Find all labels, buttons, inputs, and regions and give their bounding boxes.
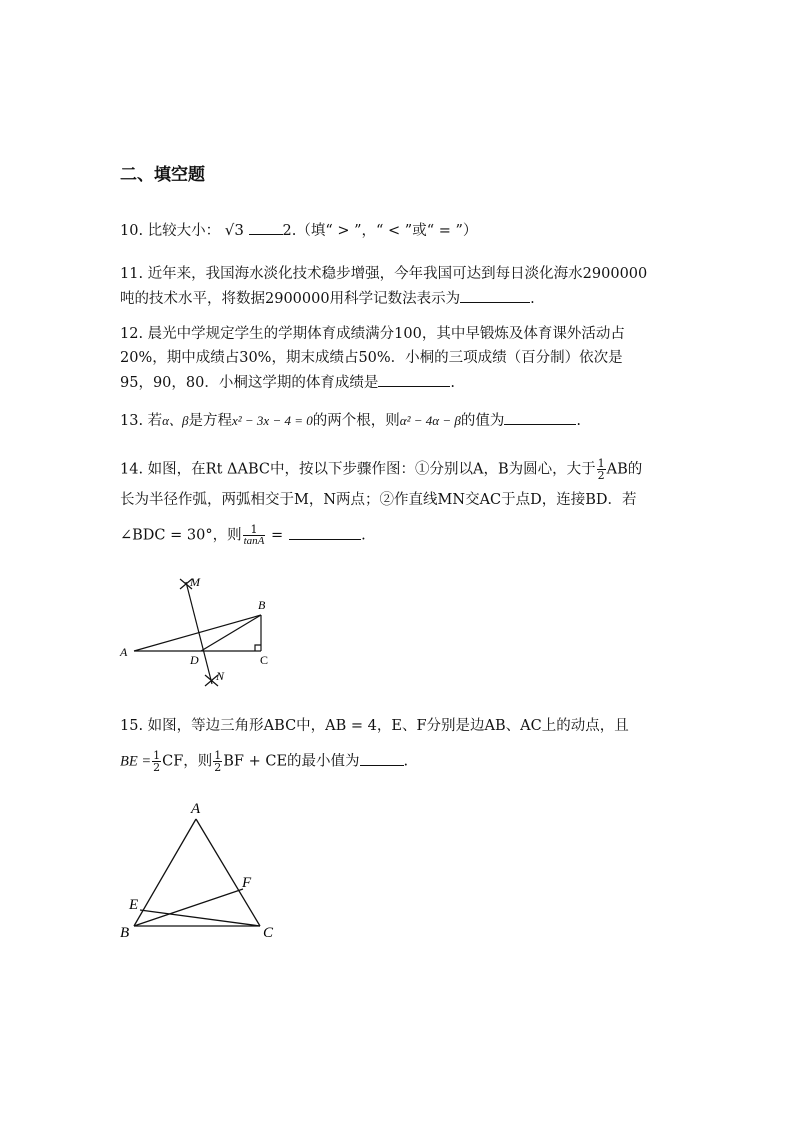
q14-frac-num: 1 xyxy=(597,457,605,470)
label-n: N xyxy=(216,669,225,683)
q10-answer-blank[interactable] xyxy=(249,220,283,235)
q15-fraction-1 xyxy=(152,750,161,773)
q11-answer-blank[interactable] xyxy=(460,288,530,303)
q15-be-eq: BE = xyxy=(120,753,152,770)
question-13 xyxy=(120,410,581,431)
q13-text-1: 13. 若 xyxy=(120,413,163,429)
q14-line-1-text: 14. 如图，在Rt ΔABC中，按以下步骤作图：①分别以A，B为圆心，大于 xyxy=(120,461,596,478)
segment-bf xyxy=(134,889,243,926)
q14-line-1-end: AB的 xyxy=(606,461,643,478)
q13-vars: α、β xyxy=(162,413,189,428)
q15-line-1: 15. 如图，等边三角形ABC中，AB = 4，E、F分别是边AB、AC上的动点，且 xyxy=(120,718,629,734)
q13-text-3: 的两个根，则 xyxy=(312,413,400,429)
q13-text-2: 是方程 xyxy=(188,413,232,429)
q14-fraction-tan xyxy=(243,524,266,547)
q12-answer-blank[interactable] xyxy=(378,372,450,387)
right-angle-mark xyxy=(255,645,261,651)
question-10 xyxy=(120,220,477,241)
q11-line-2 xyxy=(120,288,535,309)
q14-fraction-half xyxy=(597,458,606,481)
q12-line-2: 20%，期中成绩占30%，期末成绩占50%．小桐的三项成绩（百分制）依次是 xyxy=(120,350,623,366)
q12-line-3 xyxy=(120,372,455,393)
q12-line-3-text: 95，90，80．小桐这学期的体育成绩是 xyxy=(120,375,379,391)
q13-equation: x² − 3x − 4 = 0 xyxy=(231,413,313,428)
label-a: A xyxy=(191,801,201,817)
q15-figure xyxy=(115,795,295,945)
q14-frac2-den: tanA xyxy=(243,535,265,547)
q15-fraction-2 xyxy=(213,750,222,773)
label-e: E xyxy=(129,897,139,913)
side-ac xyxy=(196,819,260,926)
q15-expr-text: BF + CE的最小值为 xyxy=(223,753,360,770)
q10-text-2: 2.（填“ > ”，“ < ”或“ = ”） xyxy=(282,223,478,239)
q15-cf-text: CF，则 xyxy=(162,753,213,770)
q14-line-1 xyxy=(120,458,642,481)
q15-line-2 xyxy=(120,750,408,773)
label-c: C xyxy=(260,653,269,667)
q12-end: . xyxy=(450,375,455,391)
q15-answer-blank[interactable] xyxy=(360,751,404,766)
line-bd xyxy=(201,615,261,651)
label-m: M xyxy=(190,575,200,589)
label-c: C xyxy=(263,925,274,941)
q13-end: . xyxy=(576,413,581,429)
q10-sqrt: √3 xyxy=(224,221,244,239)
q12-line-1: 12. 晨光中学规定学生的学期体育成绩满分100，其中早锻炼及体育课外活动占 xyxy=(120,326,625,342)
q14-end: . xyxy=(361,527,366,544)
q11-end: . xyxy=(530,291,535,307)
q14-line-3 xyxy=(120,524,366,547)
q14-equals: = xyxy=(266,527,284,544)
q14-frac2-num: 1 xyxy=(243,524,266,536)
label-b: B xyxy=(120,925,130,941)
q15-end: . xyxy=(403,753,409,770)
q14-line-3-text: ∠BDC = 30°，则 xyxy=(120,527,242,544)
q14-frac-den: 2 xyxy=(597,469,605,482)
q14-line-2: 长为半径作弧，两弧相交于M，N两点；②作直线MN交AC于点D，连接BD．若 xyxy=(120,492,637,508)
label-a: A xyxy=(120,645,128,659)
q15-frac-den: 2 xyxy=(153,761,161,774)
q15-frac-num: 1 xyxy=(153,749,161,762)
q10-number: 10. xyxy=(120,223,144,239)
q13-expression: α² − 4α − β xyxy=(399,413,461,428)
q10-text-1: 比较大小： xyxy=(147,223,221,239)
q15-frac2-num: 1 xyxy=(214,749,222,762)
q13-text-4: 的值为 xyxy=(460,413,505,429)
line-ab xyxy=(134,615,261,651)
q11-line-1: 11. 近年来，我国海水淡化技术稳步增强，今年我国可达到每日淡化海水2900000 xyxy=(120,266,648,282)
q15-frac2-den: 2 xyxy=(214,761,222,774)
q11-line-2-text: 吨的技术水平，将数据2900000用科学记数法表示为 xyxy=(120,291,461,307)
section-title: 二、填空题 xyxy=(120,165,205,185)
q14-figure xyxy=(110,570,290,695)
q13-answer-blank[interactable] xyxy=(504,410,576,425)
label-f: F xyxy=(242,875,252,891)
line-mn xyxy=(186,582,212,684)
label-d: D xyxy=(190,653,199,667)
q14-answer-blank[interactable] xyxy=(289,525,361,540)
label-b: B xyxy=(258,598,266,612)
